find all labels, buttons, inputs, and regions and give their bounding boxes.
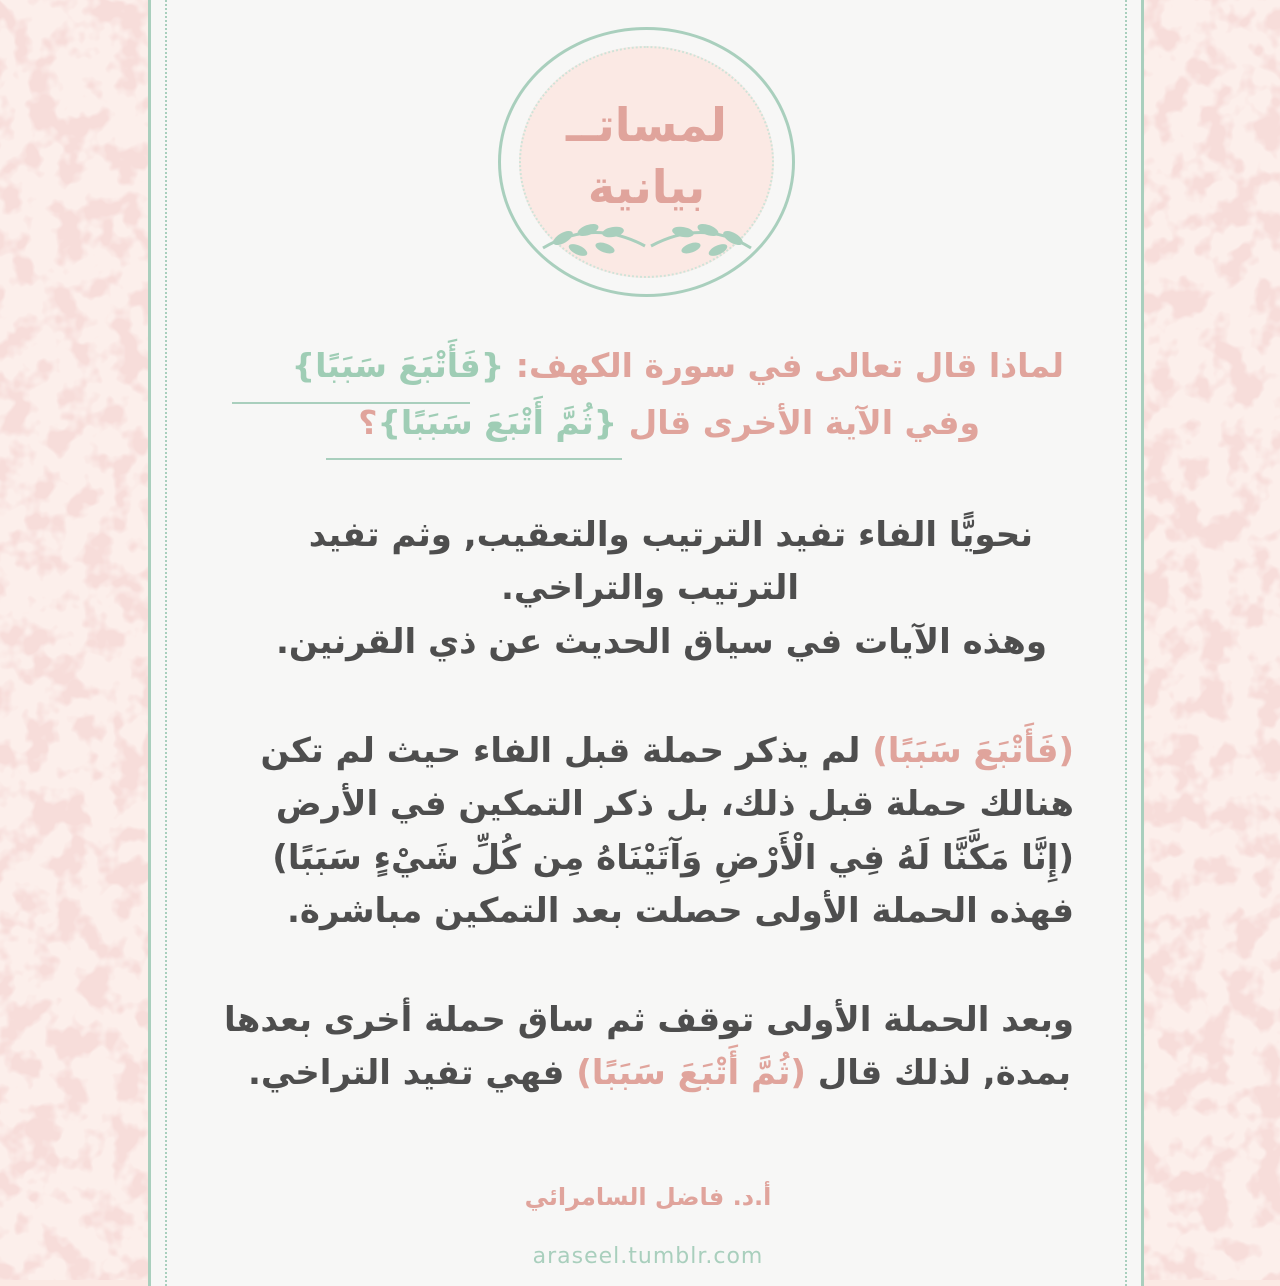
- verse-quote-3: (فَأَتْبَعَ سَبَبًا): [872, 731, 1074, 771]
- paragraph3-line1: وبعد الحملة الأولى توقف ثم ساق حملة أخرى بعدها: [224, 1000, 1074, 1040]
- paragraph2-line1: (فَأَتْبَعَ سَبَبًا) لم يذكر حملة قبل الفاء حيث لم تكن: [260, 731, 1074, 771]
- verse-quote-2: {ثُمَّ أَتْبَعَ سَبَبًا}: [377, 403, 618, 442]
- paragraph2-line4: فهذه الحملة الأولى حصلت بعد التمكين مباشرة.: [286, 891, 1074, 931]
- verse-quote-4: (ثُمَّ أَتْبَعَ سَبَبًا): [576, 1053, 806, 1093]
- verse-quote-1: {فَأَتْبَعَ سَبَبًا}: [291, 346, 505, 385]
- badge-title-line1: لمساتــ: [566, 98, 727, 152]
- paragraph2-line2: هنالك حملة قبل ذلك، بل ذكر التمكين في الأرض: [275, 784, 1074, 824]
- paragraph2-line3: (إِنَّا مَكَّنَّا لَهُ فِي الْأَرْضِ وَآتَيْنَاهُ مِن كُلِّ شَيْءٍ سَبَبًا): [272, 838, 1074, 878]
- verse-underline-2: [326, 458, 622, 460]
- site-link[interactable]: araseel.tumblr.com: [532, 1244, 764, 1269]
- question-line-1: لماذا قال تعالى في سورة الكهف: {فَأَتْبَعَ سَبَبًا}: [291, 346, 1064, 385]
- title-badge: [498, 27, 795, 297]
- paragraph1-line1: نحويًّا الفاء تفيد الترتيب والتعقيب, وثم تفيد: [308, 515, 1033, 555]
- author-name: أ.د. فاضل السامرائي: [524, 1183, 772, 1211]
- question-line-2: وفي الآية الأخرى قال {ثُمَّ أَتْبَعَ سَبَبًا}؟: [358, 403, 980, 442]
- paragraph3-line2: بمدة, لذلك قال (ثُمَّ أَتْبَعَ سَبَبًا) فهي تفيد التراخي.: [247, 1053, 1071, 1093]
- badge-title-line2: بيانية: [587, 160, 706, 214]
- paragraph1-line3: وهذه الآيات في سياق الحديث عن ذي القرنين.: [275, 622, 1047, 662]
- paragraph1-line2: الترتيب والتراخي.: [501, 568, 799, 608]
- laurel-branch-icon: [533, 198, 763, 278]
